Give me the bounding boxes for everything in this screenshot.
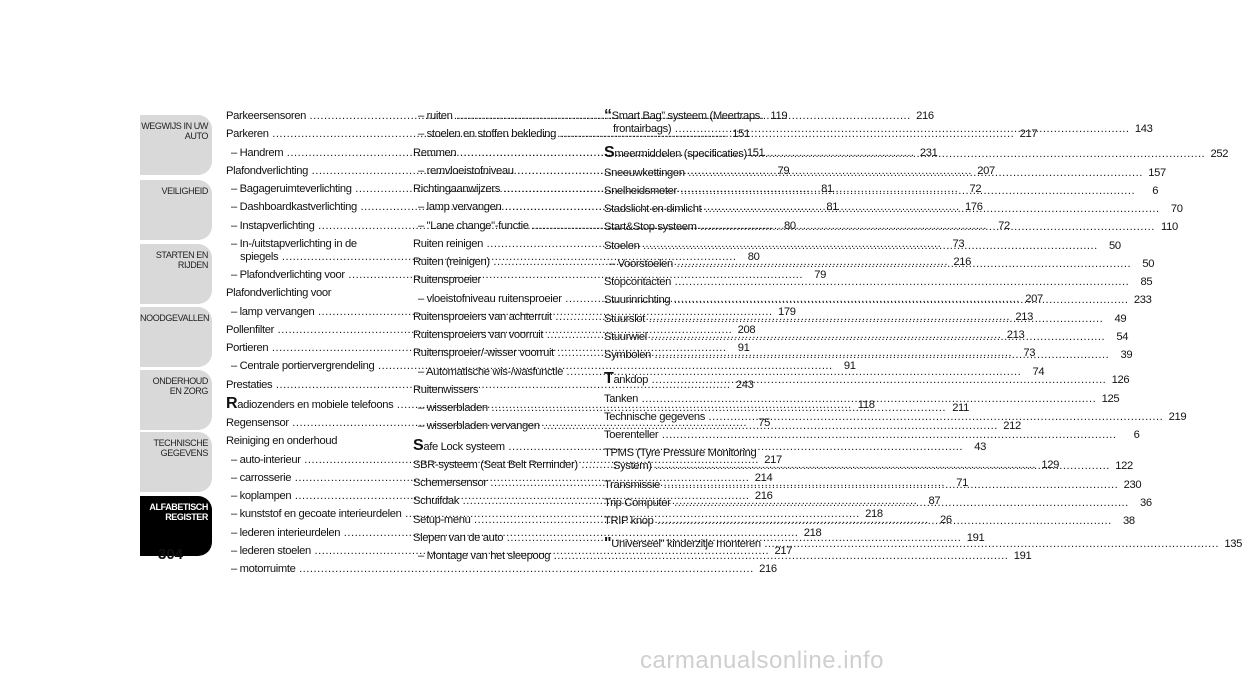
- index-entry-page: 110: [1161, 221, 1178, 234]
- index-entry-page: 243: [735, 378, 754, 391]
- index-entry-label: Snelheidsmeter: [604, 184, 677, 197]
- index-entry-page: 135: [1224, 538, 1242, 551]
- index-entry-page: 36: [1140, 496, 1152, 509]
- index-entry-page: 231: [919, 146, 938, 159]
- index-entry-page: 6: [1152, 184, 1159, 197]
- index-entry-page: 207: [1025, 292, 1043, 305]
- index-entry-page: 71: [956, 477, 969, 489]
- index-entry-page: 252: [1210, 148, 1229, 161]
- index-entry-page: 176: [964, 201, 983, 214]
- index-entry-page: 38: [1123, 515, 1135, 527]
- index-entry-page: 50: [1142, 257, 1155, 270]
- index-entry-page: 70: [1170, 203, 1183, 215]
- index-entry-label: – vloeistofniveau ruitensproeier: [418, 292, 562, 305]
- index-entry-label: Schuifdak: [413, 495, 459, 508]
- index-entry: [604, 429, 1140, 442]
- index-entry-label: afe Lock systeem: [423, 440, 505, 453]
- chapter-tab-label: STARTEN EN RIJDEN: [155, 250, 208, 270]
- index-entry-label: Schemersensor: [413, 477, 487, 489]
- index-entry-page: 233: [1133, 294, 1152, 307]
- index-entry-label: Portieren: [226, 342, 269, 354]
- index-entry-label: TRIP knop: [604, 515, 654, 527]
- index-entry-page: 212: [1003, 420, 1021, 433]
- index-entry-page: 80: [747, 250, 760, 263]
- index-entry-label: Regensensor: [226, 417, 289, 429]
- index-entry-label: Transmissie: [604, 478, 661, 491]
- index-entry-label: Stuurinrichting: [604, 294, 671, 307]
- index-entry-label: Symbolen: [604, 349, 651, 361]
- index-entry-page: 122: [1115, 460, 1133, 473]
- index-entry-page: 49: [1114, 312, 1127, 325]
- index-entry-label: Technische gegevens: [604, 410, 705, 423]
- index-entry-label: – Instapverlichting: [231, 219, 315, 232]
- index-entry-page: 230: [1123, 478, 1142, 491]
- index-entry-page: 80: [784, 219, 796, 232]
- index-entry: [413, 274, 565, 287]
- index-entry-label: Remmen: [413, 146, 457, 159]
- chapter-tab[interactable]: [140, 307, 212, 367]
- index-entry-page: 208: [737, 323, 756, 336]
- index-entry-page: 143: [1134, 123, 1153, 135]
- index-entry-label: Sneeuwkettingen: [604, 166, 685, 179]
- index-entry-page: 126: [1111, 374, 1130, 387]
- index-entry-label: – carrosserie: [231, 471, 292, 484]
- index-entry-label: Setup-menu: [413, 513, 471, 526]
- index-entry-label: – Handrem: [231, 146, 284, 159]
- chapter-tab-label: ONDERHOUD EN ZORG: [152, 376, 208, 396]
- index-entry-label: – koplampen: [231, 490, 292, 502]
- index-entry-page: 218: [865, 508, 883, 521]
- index-entry-label: Parkeersensoren: [226, 110, 306, 122]
- index-entry-page: 87: [928, 495, 941, 508]
- index-entry-page: 50: [1109, 239, 1121, 252]
- index-entry-page: 219: [1168, 410, 1187, 423]
- index-entry-page: 54: [1116, 330, 1129, 343]
- index-entry-label: Reiniging en onderhoud: [226, 435, 338, 448]
- index-entry-label: – remvloeistofniveau: [418, 164, 514, 177]
- index-entry-label: Stoelen: [604, 239, 640, 252]
- index-entry-page: 191: [1013, 550, 1032, 562]
- index-entry-label: Ruitensproeier: [413, 274, 481, 287]
- index-entry-label: Plafondverlichting voor: [226, 287, 332, 300]
- index-entry-label: – "Lane change"-functie: [418, 219, 529, 232]
- index-entry-label: – wisserbladen: [418, 402, 488, 414]
- index-entry-label: – Bagageruimteverlichting: [231, 183, 352, 195]
- index-entry-label: Stuurwiel: [604, 330, 647, 343]
- index-entry-label: adiozenders en mobiele telefoons: [237, 398, 394, 411]
- index-entry: [604, 276, 1153, 289]
- index-entry-label: Stadslicht en dimlicht: [604, 203, 702, 215]
- chapter-tab-label: TECHNISCHE GEGEVENS: [153, 438, 208, 458]
- index-entry-page: 151: [732, 128, 750, 141]
- index-entry-label: Trip Computer: [604, 496, 671, 509]
- index-entry-label: – stoelen en stoffen bekleding: [418, 128, 556, 141]
- index-entry-label: Prestaties: [226, 378, 273, 391]
- index-initial-letter: S: [413, 436, 424, 454]
- index-entry-page: 74: [1032, 365, 1045, 378]
- index-entry-page: 72: [998, 219, 1010, 232]
- index-entry-label: – lederen stoelen: [231, 544, 311, 557]
- index-entry-page: 157: [1148, 166, 1166, 179]
- watermark: carmanualsonline.info: [640, 647, 884, 674]
- index-entry-label: – lederen interieurdelen: [231, 526, 341, 539]
- index-initial-letter: R: [226, 394, 238, 412]
- index-entry-page: 129: [1041, 458, 1059, 471]
- index-entry-page: 216: [759, 563, 777, 575]
- index-entry-label: System): [613, 460, 652, 473]
- index-entry-page: 72: [969, 183, 982, 195]
- index-entry: [226, 563, 777, 576]
- index-entry-label: – lamp vervangen: [418, 201, 502, 214]
- index-entry-label: – Montage van het sleepoog: [418, 550, 551, 562]
- index-entry: [413, 384, 565, 397]
- index-entry-page: 43: [974, 440, 987, 453]
- index-entry-page: 191: [966, 531, 985, 544]
- index-entry-label: – Voorstoelen: [609, 257, 673, 270]
- chapter-tab[interactable]: [140, 244, 212, 304]
- index-entry-page: 81: [826, 201, 839, 214]
- index-entry-page: 85: [1140, 276, 1153, 288]
- index-entry-label: TPMS (Tyre Pressure Monitoring: [604, 447, 757, 460]
- index-entry-page: 179: [777, 305, 796, 318]
- index-entry-label: Toerenteller: [604, 429, 659, 441]
- index-entry-page: 91: [737, 342, 750, 354]
- chapter-tab[interactable]: [140, 180, 212, 240]
- index-entry-label: Tanken: [604, 392, 638, 405]
- index-entry-page: 26: [939, 513, 952, 526]
- chapter-tab-label: NOODGEVALLEN: [140, 313, 210, 323]
- index-entry-label: Parkeren: [226, 128, 269, 141]
- index-entry-label: – Centrale portiervergrendeling: [231, 360, 375, 373]
- index-entry-label: spiegels: [240, 250, 279, 263]
- index-entry-label: – motorruimte: [231, 563, 296, 575]
- index-entry-page: 211: [952, 402, 969, 414]
- index-entry-label: Plafondverlichting: [226, 164, 309, 177]
- index-quote-mark: ": [604, 535, 612, 553]
- index-entry-page: 213: [1015, 310, 1033, 323]
- index-entry-page: 216: [916, 110, 934, 122]
- index-entry-label: Start&Stop systeem: [604, 221, 697, 234]
- index-entry-page: 216: [754, 490, 773, 502]
- chapter-tab-label: ALFABETISCH REGISTER: [149, 502, 208, 522]
- index-entry-page: 217: [1019, 128, 1038, 141]
- index-entry-page: 217: [764, 453, 782, 466]
- index-entry-label: – Automatische wis-/wasfunctie: [418, 365, 563, 378]
- index-entry-label: SBR-systeem (Seat Belt Reminder): [413, 458, 578, 471]
- index-entry-page: 119: [770, 110, 788, 122]
- index-entry-page: 207: [977, 164, 995, 177]
- index-entry-label: Stopcontacten: [604, 276, 671, 288]
- index-entry-page: 218: [803, 526, 822, 539]
- index-entry-label: – kunststof en gecoate interieurdelen: [231, 508, 402, 521]
- index-entry-label: meermiddelen (specificaties): [614, 148, 747, 161]
- chapter-tab[interactable]: [140, 115, 212, 175]
- index-entry-page: 151: [746, 146, 765, 159]
- index-entry-label: – wisserbladen vervangen: [418, 420, 540, 433]
- index-entry-label: Ruiten reinigen: [413, 237, 484, 250]
- index-entry-page: 125: [1101, 392, 1120, 405]
- index-entry-label: – Dashboardkastverlichting: [231, 201, 357, 214]
- index-entry-label: ankdop: [613, 374, 649, 387]
- index-entry-page: 73: [1023, 347, 1036, 360]
- index-entry-page: 118: [857, 398, 875, 411]
- index-entry-page: 213: [1006, 329, 1025, 341]
- index-entry-page: 6: [1133, 429, 1140, 441]
- index-entry: [226, 287, 378, 300]
- chapter-tab[interactable]: [140, 370, 212, 430]
- index-entry-label: frontairbags): [613, 123, 672, 135]
- index-initial-letter: T: [604, 370, 614, 388]
- index-entry-page: 216: [953, 256, 972, 268]
- index-entry-page: 217: [774, 544, 793, 557]
- index-entry-page: 79: [777, 164, 790, 177]
- index-entry-label: Ruitensproeiers van voorruit: [413, 329, 544, 341]
- chapter-tab[interactable]: [140, 432, 212, 492]
- index-entry-label: – In-/uitstapverlichting in de: [231, 237, 357, 250]
- page-number: 304: [158, 546, 184, 563]
- index-initial-letter: S: [604, 144, 615, 162]
- index-entry-page: 73: [952, 237, 965, 250]
- index-entry-label: – ruiten: [418, 110, 453, 122]
- chapter-tab-label: VEILIGHEID: [161, 186, 208, 196]
- index-entry-label: Universeel" kinderzitje monteren: [611, 538, 761, 551]
- index-entry-label: Stuurslot: [604, 312, 645, 325]
- index-quote-mark: “: [604, 107, 612, 124]
- index-entry-label: – lamp vervangen: [231, 305, 315, 318]
- index-entry-label: Smart Bag” systeem (Meertraps: [611, 110, 761, 122]
- index-entry-label: Ruiten (reinigen): [413, 256, 490, 268]
- index-entry-page: 79: [814, 269, 827, 281]
- index-entry-page: 81: [821, 183, 833, 195]
- index-entry-label: Ruitenwissers: [413, 383, 479, 396]
- index-entry-label: Ruitensproeier/-wisser voorruit: [413, 347, 554, 360]
- index-entry: [226, 435, 378, 448]
- index-entry-label: Richtingaanwijzers: [413, 183, 500, 195]
- index-entry-label: – Plafondverlichting voor: [231, 269, 345, 281]
- index-entry-label: – auto-interieur: [231, 453, 301, 466]
- chapter-tab-label: WEGWIJS IN UW AUTO: [141, 121, 208, 141]
- index-entry-label: Pollenfilter: [226, 323, 275, 336]
- index-entry-label: Slepen van de auto: [413, 531, 504, 544]
- index-entry-page: 75: [758, 417, 770, 429]
- index-entry-page: 39: [1120, 349, 1133, 361]
- index-entry-page: 91: [843, 360, 856, 373]
- index-entry-page: 214: [754, 471, 773, 484]
- index-entry-label: Ruitensproeiers van achterruit: [413, 310, 552, 323]
